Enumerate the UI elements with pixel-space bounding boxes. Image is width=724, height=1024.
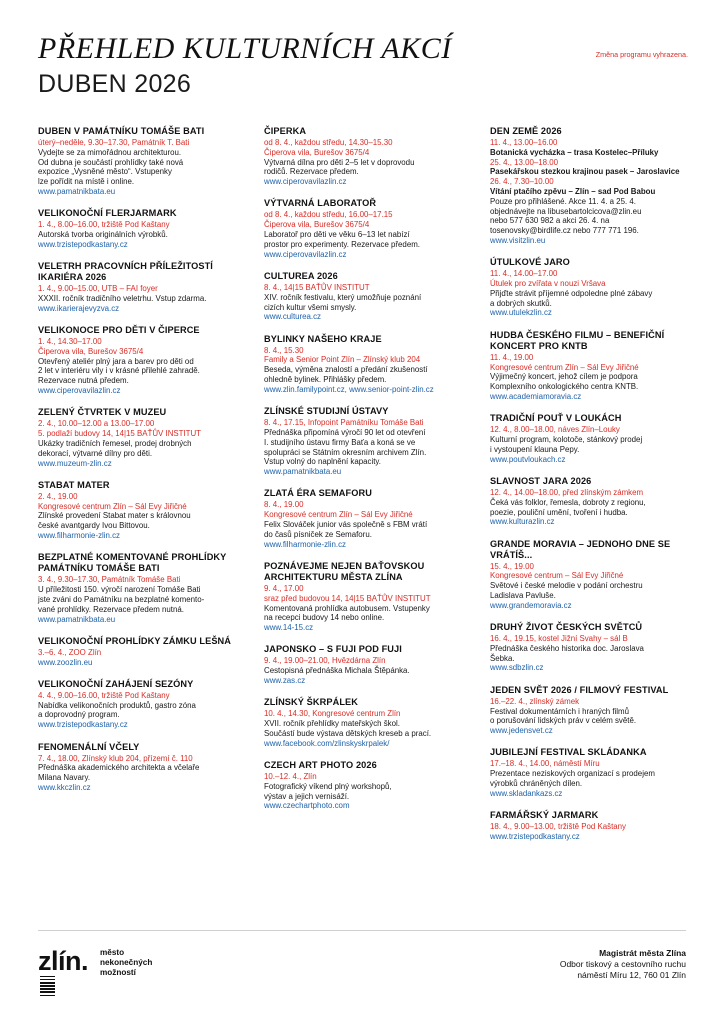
event-description: ohledně bylinek. Přihlášky předem.: [264, 375, 387, 385]
event-title: JEDEN SVĚT 2026 / FILMOVÝ FESTIVAL: [490, 684, 669, 695]
event-description: Vydejte se za mimořádnou architekturou.: [38, 147, 182, 157]
event-meta: 4. 4., 9.00–16.00, tržiště Pod Kaštany: [38, 690, 170, 700]
event-item: [490, 685, 702, 736]
event-item: [490, 476, 702, 527]
event-description: cizích kultur všemi smysly.: [264, 302, 357, 312]
event-description: Šebka.: [490, 653, 515, 663]
event-title: TRADIČNÍ POUŤ V LOUKÁCH: [490, 413, 622, 424]
event-title: SLAVNOST JARA 2026: [490, 475, 592, 486]
event-description: Ladislava Pavluše.: [490, 591, 556, 600]
event-title: ZELENÝ ČTVRTEK V MUZEU: [38, 407, 167, 418]
event-item: [264, 271, 476, 322]
event-website-link[interactable]: www.kulturazlin.cz: [490, 517, 555, 527]
event-description: jste zváni do Památníku na bezplatné komento-: [38, 594, 205, 604]
event-item: [38, 552, 250, 624]
publisher-address: Magistrát města Zlína Odbor tiskový a cestovního ruchu náměstí Míru 12, 760 01 Zlín: [559, 948, 686, 980]
event-website-link[interactable]: www.14-15.cz: [264, 623, 314, 633]
page-header: [38, 34, 688, 104]
event-meta: 9. 4., 19.00–21.00, Hvězdárna Zlín: [264, 656, 386, 666]
event-description: Součástí bude výstava dětských kreseb a prací.: [264, 728, 432, 738]
event-description: I. studijního ústavu firmy Baťa a koná se ve: [264, 437, 416, 447]
event-website-link[interactable]: www.ikarierajevyzva.cz: [38, 303, 120, 313]
event-item: [264, 697, 476, 748]
event-description: na recepci budovy 14 nebo online.: [264, 613, 385, 623]
event-item: [38, 636, 250, 668]
event-meta: 12. 4., 8.00–18.00, náves Zlín–Louky: [490, 425, 620, 435]
event-item: [264, 126, 476, 187]
event-item: [264, 488, 476, 549]
event-title: DEN ZEMĚ 2026: [490, 126, 562, 136]
event-description: Rezervace nutná předem.: [38, 376, 129, 386]
event-meta: 3.–6. 4., ZOO Zlín: [38, 647, 102, 657]
event-item: [264, 760, 476, 811]
logo-stripes-icon: [40, 976, 55, 996]
event-website-link[interactable]: www.pamatnikbata.eu: [38, 186, 116, 196]
event-meta: 10. 4., 14.30, Kongresové centrum Zlín: [264, 709, 401, 719]
event-meta: 11. 4., 19.00: [490, 352, 534, 362]
event-description: Felix Slováček junior vás společně s FBM vrátí: [264, 520, 428, 530]
events-column-2: [264, 126, 476, 823]
event-item: [38, 679, 250, 730]
event-website-link[interactable]: www.zoozlin.eu: [38, 657, 93, 667]
event-item: [490, 330, 702, 402]
event-description: Botanická vycházka – trasa Kostelec–Příluky: [490, 147, 659, 157]
event-description: Laboratoř pro děti ve věku 6–13 let nabízí: [264, 230, 410, 240]
event-description: Cestopisná přednáška Michala Štěpánka.: [264, 666, 410, 676]
event-title: CULTUREA 2026: [264, 270, 338, 281]
event-item: [38, 208, 250, 249]
event-meta: 18. 4., 9.00–13.00, tržiště Pod Kaštany: [490, 822, 626, 832]
event-description: Milana Navary.: [38, 773, 91, 783]
event-title: ČIPERKA: [264, 126, 307, 136]
event-item: [490, 539, 702, 611]
event-item: [264, 561, 476, 633]
event-item: [38, 261, 250, 313]
event-title: STABAT MATER: [38, 479, 110, 490]
event-description: Vítání ptačího zpěvu – Zlín – sad Pod Babou: [490, 186, 656, 196]
event-item: [38, 480, 250, 541]
event-title: VELIKONOCE PRO DĚTI V ČIPERCE: [38, 325, 200, 336]
event-website-link[interactable]: www.facebook.com/zlinskyskrpalek/: [264, 738, 390, 748]
events-column-3: [490, 126, 702, 853]
event-description: tosenovsky@birdlife.cz nebo 777 771 196.: [490, 226, 639, 236]
event-title: DRUHÝ ŽIVOT ČESKÝCH SVĚTCŮ: [490, 622, 643, 633]
event-description: Výtvarná dílna pro děti 2–5 let v doprovodu: [264, 157, 415, 167]
event-meta: 8. 4., 19.00: [264, 500, 304, 510]
event-meta: 17.–18. 4., 14.00, náměstí Míru: [490, 759, 600, 769]
event-website-link[interactable]: www.culturea.cz: [264, 312, 322, 322]
event-description: Komentovaná prohlídka autobusem. Vstupenky: [264, 603, 430, 613]
event-title: ZLATÁ ÉRA SEMAFORU: [264, 488, 372, 499]
event-title: GRANDE MORAVIA – JEDNOHO DNE SE VRÁTÍŠ...: [490, 538, 671, 560]
event-meta: Čiperova vila, Burešov 3675/4: [38, 346, 144, 356]
events-column-1: [38, 126, 250, 804]
event-website-link[interactable]: www.pamatnikbata.eu: [38, 614, 116, 624]
event-item: [490, 126, 702, 246]
event-website-link[interactable]: www.skladankazs.cz: [490, 788, 563, 798]
event-title: ZLÍNSKÉ STUDIJNÍ ÚSTAVY: [264, 406, 389, 417]
event-item: [490, 622, 702, 673]
event-meta: sraz před budovou 14, 14|15 BAŤŮV INSTITUT: [264, 593, 431, 603]
event-website-link[interactable]: www.kkczlin.cz: [38, 782, 91, 792]
event-meta: 11. 4., 13.00–16.00: [490, 138, 558, 147]
change-notice: Změna programu vyhrazena.: [595, 50, 688, 59]
event-description: lze pořídit na místě i online.: [38, 177, 135, 187]
event-website-link[interactable]: www.ciperovavilazlin.cz: [264, 177, 347, 187]
event-description: prostor pro experimenty. Rezervace předem.: [264, 239, 420, 249]
event-website-link[interactable]: www.utulekzlin.cz: [490, 308, 552, 318]
event-meta: 26. 4., 7.30–10.00: [490, 177, 554, 187]
event-description: Festival dokumentárních i hraných filmů: [490, 706, 630, 716]
event-description: XXXII. ročník tradičního veletrhu. Vstup zdarma.: [38, 293, 207, 303]
event-description: Kulturní program, kolotoče, stánkový prodej: [490, 435, 643, 445]
event-meta: 16.–22. 4., zlínský zámek: [490, 696, 580, 706]
event-description: Ukázky tradičních řemesel, prodej drobných: [38, 438, 192, 448]
event-description: Přednáška českého historika doc. Jaroslava: [490, 643, 644, 653]
event-description: do časů písniček ze Semaforu.: [264, 529, 372, 539]
event-description: i vystoupení klauna Pepy.: [490, 444, 580, 454]
event-title: CZECH ART PHOTO 2026: [264, 759, 377, 770]
event-description: Čeká vás folklor, řemesla, dobroty z regionu,: [490, 497, 646, 507]
event-title: VELIKONOČNÍ ZAHÁJENÍ SEZÓNY: [38, 678, 194, 689]
event-meta: Čiperova vila, Burešov 3675/4: [264, 147, 370, 157]
event-description: dekorací, výtvarné dílny pro děti.: [38, 448, 153, 458]
event-description: Fotografický víkend plný workshopů,: [264, 781, 392, 791]
event-title: VELIKONOČNÍ FLERJARMARK: [38, 208, 177, 219]
event-description: Světové i české melodie v podání orchestru: [490, 581, 643, 591]
event-description: a doprovodný program.: [38, 710, 120, 720]
event-meta: 7. 4., 18.00, Zlínský klub 204, přízemí č. 110: [38, 753, 193, 763]
event-description: Přijďte strávit příjemné odpoledne plné zábavy: [490, 288, 653, 298]
event-description: Beseda, výměna znalostí a předání zkušeností: [264, 365, 428, 375]
event-description: Autorská tvorba originálních výrobků.: [38, 230, 168, 240]
event-website-link[interactable]: www.visitzlin.eu: [490, 235, 546, 245]
event-meta: 8. 4., 17.15, Infopoint Památníku Tomáše Bati: [264, 418, 424, 428]
event-description: Pouze pro přihlášené. Akce 11. 4. a 25. 4.: [490, 196, 636, 206]
event-website-link[interactable]: www.academiamoravia.cz: [490, 391, 582, 401]
event-description: poezie, pouliční umění, tvoření i hudba.: [490, 507, 628, 517]
event-title: JUBILEJNÍ FESTIVAL SKLÁDANKA: [490, 747, 647, 758]
event-item: [264, 406, 476, 477]
event-website-link[interactable]: www.poutvloukach.cz: [490, 454, 566, 464]
event-meta: 3. 4., 9.30–17.30, Památník Tomáše Bati: [38, 575, 181, 585]
event-description: XIV. ročník festivalu, který umožňuje poznání: [264, 292, 422, 302]
event-description: Od dubna je součástí prohlídky také nová: [38, 157, 184, 167]
footer-divider: [38, 930, 686, 931]
event-description: české avantgardy Ivou Bittovou.: [38, 521, 150, 531]
event-meta: od 8. 4., každou středu, 16.00–17.15: [264, 210, 393, 220]
event-title: VELETRH PRACOVNÍCH PŘÍLEŽITOSTÍ IKARIÉRA 2026: [38, 261, 213, 283]
event-meta: Útulek pro zvířata v nouzi Vršava: [490, 279, 606, 289]
event-meta: 1. 4., 8.00–16.00, tržiště Pod Kaštany: [38, 220, 170, 230]
event-meta: 16. 4., 19.15, kostel Jižní Svahy – sál B: [490, 634, 628, 644]
event-website-link[interactable]: www.zas.cz: [264, 675, 306, 685]
event-meta: 5. podlaží budovy 14, 14|15 BAŤŮV INSTITUT: [38, 429, 202, 439]
event-meta: 11. 4., 14.00–17.00: [490, 269, 558, 279]
event-website-link[interactable]: www.muzeum-zlin.cz: [38, 458, 112, 468]
event-description: 2 let v interiéru vily i v krásné přilehlé zahradě.: [38, 366, 200, 376]
event-item: [490, 413, 702, 464]
event-meta: 10.–12. 4., Zlín: [264, 771, 317, 781]
event-description: spolupráci se Státním okresním archivem Zlín.: [264, 447, 427, 457]
event-item: [264, 198, 476, 259]
event-item: [264, 644, 476, 685]
event-item: [38, 325, 250, 396]
event-description: výstav a jejich vernisáží.: [264, 791, 350, 801]
event-meta: úterý–neděle, 9.30–17.30, Památník T. Bati: [38, 138, 190, 147]
event-website-link[interactable]: www.ciperovavilazlin.cz: [38, 386, 121, 396]
event-item: [490, 810, 702, 842]
event-description: Zlínské provedení Stabat mater s královnou: [38, 511, 191, 521]
logo-wordmark: zlín.: [38, 946, 88, 976]
event-title: HUDBA ČESKÉHO FILMU – BENEFIČNÍ KONCERT PRO KNTB: [490, 329, 665, 351]
event-description: Prezentace neziskových organizací s prodejem: [490, 769, 655, 779]
event-website-link[interactable]: www.pamatnikbata.eu: [264, 467, 342, 477]
event-title: BEZPLATNÉ KOMENTOVANÉ PROHLÍDKY PAMÁTNÍKU TOMÁŠE BATI: [38, 552, 227, 574]
event-description: nebo 577 630 982 a akci 26. 4. na: [490, 216, 610, 226]
event-meta: 8. 4., 14|15 BAŤŮV INSTITUT: [264, 282, 370, 292]
event-description: Výjimečný koncert, jehož cílem je podpora: [490, 372, 638, 382]
event-description: Přednáška akademického architekta a včelaře: [38, 763, 200, 773]
event-title: DUBEN V PAMÁTNÍKU TOMÁŠE BATI: [38, 126, 205, 136]
event-description: o porušování lidských práv v celém světě.: [490, 716, 637, 726]
event-website-link[interactable]: www.czechartphoto.com: [264, 801, 350, 811]
event-website-link[interactable]: www.filharmonie-zlin.cz: [38, 531, 120, 541]
event-item: [264, 334, 476, 395]
event-meta: 1. 4., 9.00–15.00, UTB – FAI foyer: [38, 284, 158, 294]
event-meta: 15. 4., 19.00: [490, 561, 534, 571]
event-description: XVII. ročník přehlídky mateřských škol.: [264, 719, 400, 729]
event-item: [38, 407, 250, 468]
event-item: [38, 126, 250, 197]
page-subtitle: DUBEN 2026: [38, 70, 192, 98]
event-meta: Kongresové centrum Zlín – Sál Evy Jiřičné: [264, 510, 413, 520]
event-title: VELIKONOČNÍ PROHLÍDKY ZÁMKU LEŠNÁ: [38, 635, 232, 646]
event-description: výrobků chráněných dílen.: [490, 779, 583, 789]
event-website-link[interactable]: www.ciperovavilazlin.cz: [264, 249, 347, 259]
event-title: FARMÁŘSKÝ JARMARK: [490, 810, 599, 821]
event-meta: 25. 4., 13.00–18.00: [490, 157, 559, 167]
event-meta: 1. 4., 14.30–17.00: [38, 337, 102, 347]
event-description: vané prohlídky. Rezervace předem nutná.: [38, 604, 184, 614]
event-description: Otevřený ateliér plný jara a barev pro děti od: [38, 356, 194, 366]
event-item: [490, 257, 702, 318]
event-description: Nabídka velikonočních produktů, gastro zóna: [38, 700, 196, 710]
event-meta: Kongresové centrum Zlín – Sál Evy Jiřičné: [490, 362, 639, 372]
event-website-link[interactable]: www.trzistepodkastany.cz: [38, 720, 128, 730]
event-description: Pasekářskou stezkou krajinou pasek – Jaroslavice: [490, 167, 680, 177]
event-description: Vstup volný do naplnění kapacity.: [264, 457, 381, 467]
event-description: Komplexního onkologického centra KNTB.: [490, 382, 639, 392]
event-title: POZNÁVEJME NEJEN BAŤOVSKOU ARCHITEKTURU MĚSTA ZLÍNA: [264, 560, 425, 582]
event-description: expozice „Vysněné město“. Vstupenky: [38, 167, 172, 177]
event-description: a dobrých skutků.: [490, 298, 552, 308]
event-item: [490, 747, 702, 798]
event-website-link[interactable]: www.jedensvet.cz: [490, 726, 553, 736]
event-title: ZLÍNSKÝ ŠKRPÁLEK: [264, 697, 358, 708]
event-title: ÚTULKOVÉ JARO: [490, 257, 570, 268]
event-description: U příležitosti 150. výročí narození Tomáše Bati: [38, 585, 201, 595]
event-website-link[interactable]: www.sdbzlin.cz: [490, 663, 544, 673]
logo-tagline: město nekonečných možností: [100, 948, 153, 977]
event-title: VÝTVARNÁ LABORATOŘ: [264, 198, 377, 209]
event-website-link[interactable]: www.zlin.familypoint.cz, www.senior-point-zlin.cz: [264, 384, 434, 394]
event-meta: 8. 4., 15.30: [264, 345, 304, 355]
event-website-link[interactable]: www.trzistepodkastany.cz: [38, 239, 128, 249]
event-meta: Čiperova vila, Burešov 3675/4: [264, 220, 370, 230]
event-meta: 9. 4., 17.00: [264, 583, 304, 593]
page-title: PŘEHLED KULTURNÍCH AKCÍ: [38, 32, 452, 65]
event-meta: Kongresové centrum – Sál Evy Jiřičné: [490, 571, 624, 581]
event-meta: 2. 4., 10.00–12.00 a 13.00–17.00: [38, 419, 155, 429]
event-meta: Family a Senior Point Zlín – Zlínský klub 204: [264, 355, 421, 365]
event-website-link[interactable]: www.grandemoravia.cz: [490, 600, 572, 610]
event-title: JAPONSKO – S FUJI POD FUJI: [264, 644, 402, 655]
event-description: rodičů. Rezervace předem.: [264, 167, 359, 177]
event-title: BYLINKY NAŠEHO KRAJE: [264, 333, 382, 344]
event-title: FENOMENÁLNÍ VČELY: [38, 741, 140, 752]
event-website-link[interactable]: www.filharmonie-zlin.cz: [264, 539, 346, 549]
event-item: [38, 742, 250, 793]
event-meta: Kongresové centrum Zlín – Sál Evy Jiřičné: [38, 501, 187, 511]
event-description: objednávejte na libusebartolcicova@zlin.eu: [490, 206, 642, 216]
event-website-link[interactable]: www.trzistepodkastany.cz: [490, 831, 580, 841]
event-meta: od 8. 4., každou středu, 14.30–15.30: [264, 138, 393, 147]
event-meta: 2. 4., 19.00: [38, 491, 78, 501]
city-logo: [38, 948, 168, 998]
event-meta: 12. 4., 14.00–18.00, před zlínským zámkem: [490, 487, 644, 497]
event-description: Přednáška připomíná výročí 90 let od otevření: [264, 427, 426, 437]
